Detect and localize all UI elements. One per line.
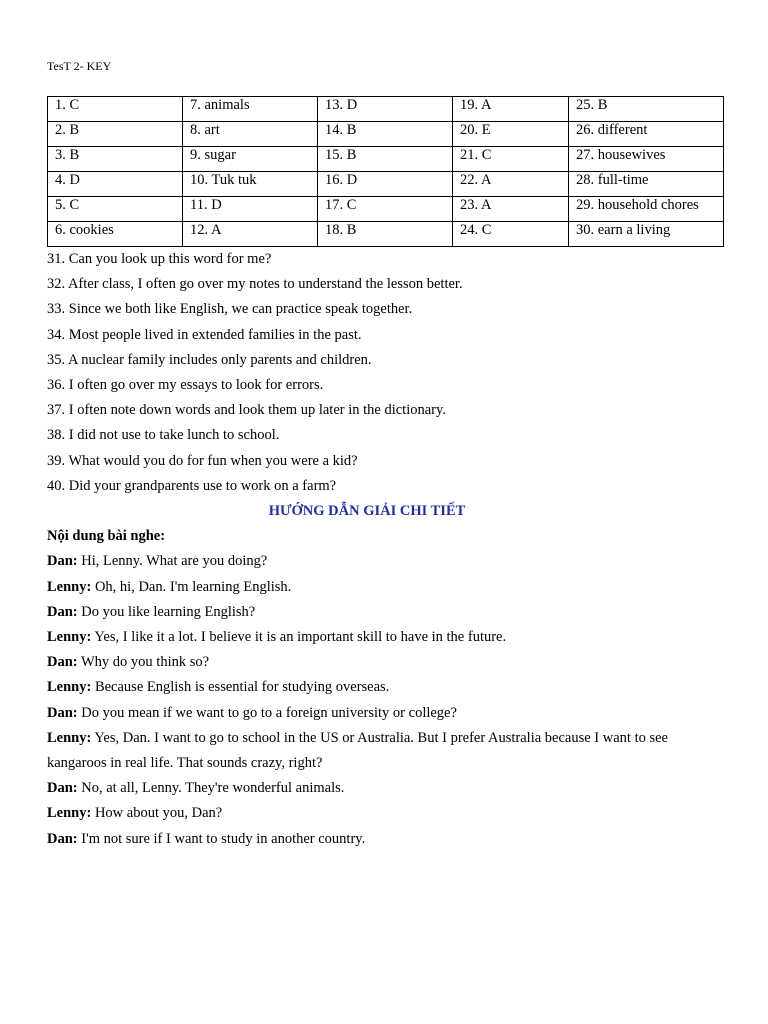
speaker-label: Lenny: <box>47 679 92 696</box>
answer-sentence: 34. Most people lived in extended families in the past. <box>47 326 362 343</box>
speaker-label: Dan: <box>47 704 78 721</box>
dialogue-line <box>47 650 727 675</box>
answer-sentence: 40. Did your grandparents use to work on a farm? <box>47 477 337 494</box>
speaker-label: Dan: <box>47 553 78 570</box>
table-row <box>48 147 724 172</box>
dialogue-line <box>47 675 727 700</box>
table-row <box>48 172 724 197</box>
answer-sentence: 37. I often note down words and look them up later in the dictionary. <box>47 402 446 419</box>
dialogue-line <box>47 575 727 600</box>
dialogue-text: No, at all, Lenny. They're wonderful animals. <box>77 780 345 797</box>
dialogue-line <box>47 549 727 574</box>
table-cell: 12. A <box>183 222 318 247</box>
dialogue-text: Do you mean if we want to go to a foreign university or college? <box>77 704 457 721</box>
table-cell: 14. B <box>318 122 453 147</box>
dialogue-line <box>47 625 727 650</box>
table-row <box>48 222 724 247</box>
table-cell: 22. A <box>453 172 569 197</box>
dialogue-text: Do you like learning English? <box>77 603 256 620</box>
table-cell: 9. sugar <box>183 147 318 172</box>
table-cell: 26. different <box>569 122 724 147</box>
table-cell: 7. animals <box>183 97 318 122</box>
table-cell: 23. A <box>453 197 569 222</box>
speaker-label: Lenny: <box>47 578 92 595</box>
dialogue-line <box>47 827 727 852</box>
table-cell: 28. full-time <box>569 172 724 197</box>
section-title: HƯỚNG DẪN GIẢI CHI TIẾT <box>268 503 466 520</box>
speaker-label: Lenny: <box>47 629 92 646</box>
dialogue-text: Hi, Lenny. What are you doing? <box>77 553 268 570</box>
speaker-label: Dan: <box>47 780 78 797</box>
table-row <box>48 97 724 122</box>
table-cell: 4. D <box>48 172 183 197</box>
table-cell: 30. earn a living <box>569 222 724 247</box>
answer-sentence: 38. I did not use to take lunch to school. <box>47 427 280 444</box>
table-row <box>48 197 724 222</box>
document-header: TesT 2- KEY <box>47 59 112 73</box>
listening-heading: Nội dung bài nghe: <box>47 528 166 545</box>
table-cell: 2. B <box>48 122 183 147</box>
table-cell: 16. D <box>318 172 453 197</box>
answer-key-table <box>47 96 724 247</box>
dialogue-line <box>47 776 727 801</box>
answer-sentence: 39. What would you do for fun when you were a kid? <box>47 452 358 469</box>
answer-key-body <box>48 97 724 247</box>
table-cell: 27. housewives <box>569 147 724 172</box>
table-cell: 5. C <box>48 197 183 222</box>
table-cell: 8. art <box>183 122 318 147</box>
table-cell: 24. C <box>453 222 569 247</box>
table-cell: 21. C <box>453 147 569 172</box>
dialogue-text: Why do you think so? <box>77 654 210 671</box>
table-cell: 6. cookies <box>48 222 183 247</box>
dialogue-text: Oh, hi, Dan. I'm learning English. <box>91 578 292 595</box>
speaker-label: Dan: <box>47 603 78 620</box>
answer-sentence: 31. Can you look up this word for me? <box>47 251 272 267</box>
dialogue-line <box>47 801 727 826</box>
table-cell: 1. C <box>48 97 183 122</box>
table-cell: 19. A <box>453 97 569 122</box>
answer-sentence: 35. A nuclear family includes only parents and children. <box>47 351 372 368</box>
table-cell: 29. household chores <box>569 197 724 222</box>
table-cell: 18. B <box>318 222 453 247</box>
answer-sentence: 33. Since we both like English, we can practice speak together. <box>47 301 413 318</box>
speaker-label: Lenny: <box>47 805 92 822</box>
table-cell: 3. B <box>48 147 183 172</box>
document-body <box>47 247 727 852</box>
table-cell: 17. C <box>318 197 453 222</box>
answer-sentence: 36. I often go over my essays to look for errors. <box>47 377 324 394</box>
speaker-label: Dan: <box>47 654 78 671</box>
speaker-label: Lenny: <box>47 729 92 746</box>
table-cell: 25. B <box>569 97 724 122</box>
dialogue-text: Because English is essential for studying overseas. <box>91 679 390 696</box>
dialogue-text: Yes, Dan. I want to go to school in the US or Australia. But I prefer Australia because I want to see kangaroos in real life. That sounds crazy, right? <box>47 729 668 772</box>
dialogue-line <box>47 600 727 625</box>
table-row <box>48 122 724 147</box>
dialogue-line <box>47 726 727 776</box>
dialogue-text: Yes, I like it a lot. I believe it is an important skill to have in the future. <box>91 629 507 646</box>
table-cell: 20. E <box>453 122 569 147</box>
answer-sentence: 32. After class, I often go over my notes to understand the lesson better. <box>47 276 463 293</box>
speaker-label: Dan: <box>47 830 78 847</box>
table-cell: 15. B <box>318 147 453 172</box>
dialogue-text: How about you, Dan? <box>91 805 223 822</box>
dialogue-text: I'm not sure if I want to study in another country. <box>77 830 366 847</box>
table-cell: 11. D <box>183 197 318 222</box>
table-cell: 10. Tuk tuk <box>183 172 318 197</box>
dialogue-line <box>47 701 727 726</box>
table-cell: 13. D <box>318 97 453 122</box>
